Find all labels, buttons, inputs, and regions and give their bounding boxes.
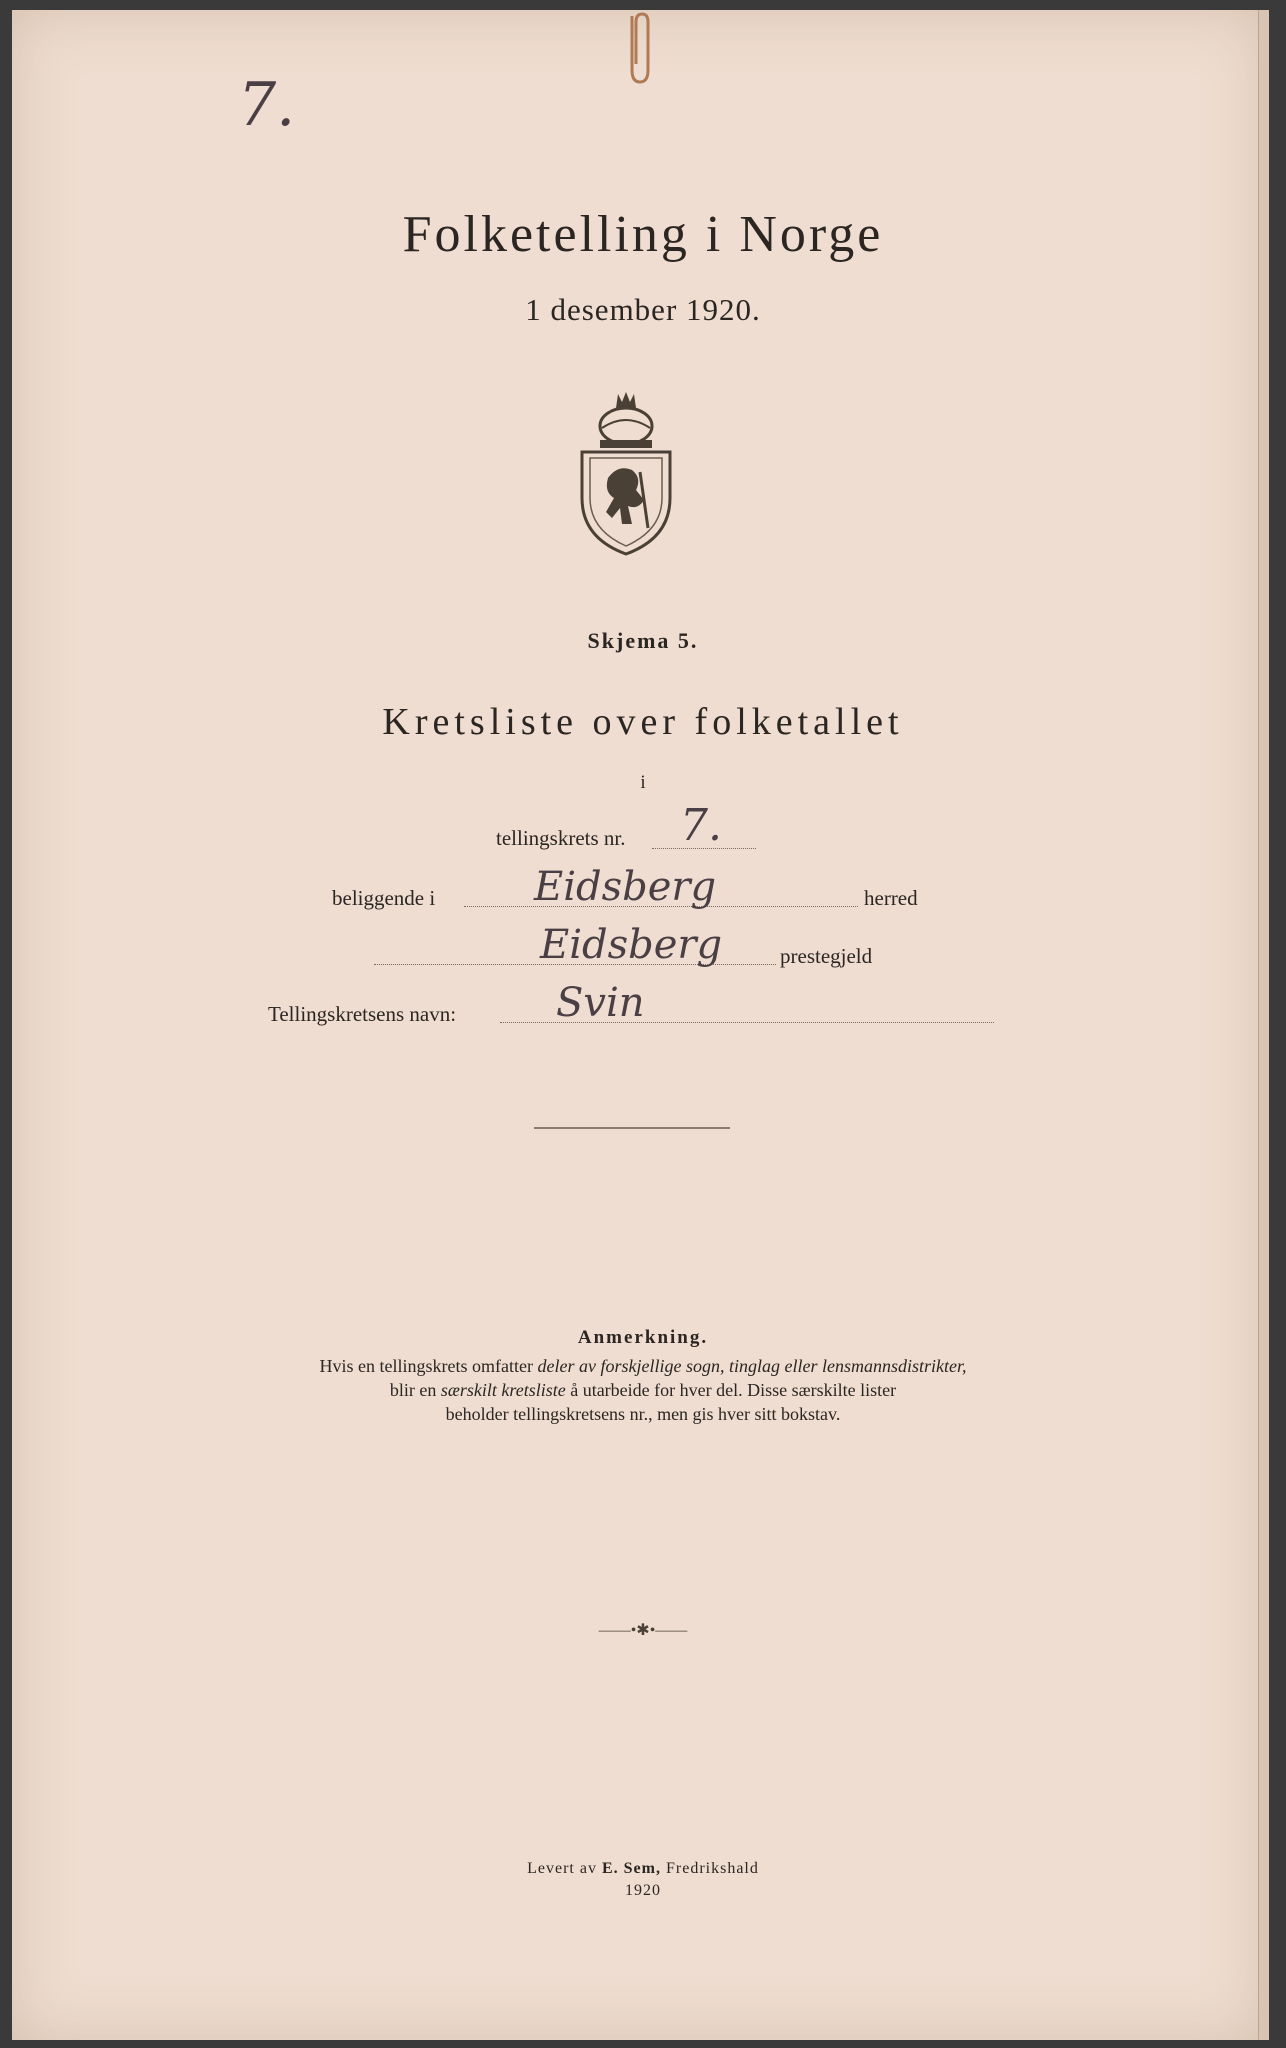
note-line-2 — [0, 1379, 1286, 1402]
preposition-i: i — [640, 772, 646, 793]
census-date: 1 desember 1920. — [525, 292, 761, 327]
separator-rule — [534, 1127, 730, 1129]
parish-value: Eidsberg — [540, 922, 723, 968]
corner-mark: 7. — [238, 70, 296, 140]
printer-name: E. Sem, — [601, 1860, 661, 1877]
note-line-3: beholder tellingskretsens nr., men gis hver sitt bokstav. — [445, 1404, 841, 1424]
note-text: å utarbeide for hver del. Disse særskilte lister — [565, 1380, 897, 1400]
note-heading: Anmerkning. — [577, 1327, 709, 1348]
herred-label: herred — [864, 886, 918, 910]
note-line-1 — [0, 1355, 1286, 1378]
note-text: blir en — [389, 1380, 441, 1400]
parish-label: prestegjeld — [780, 944, 873, 968]
circuit-value: 7. — [680, 800, 722, 851]
circuit-name-value: Svin — [556, 980, 645, 1026]
printer-year: 1920 — [625, 1882, 661, 1899]
note-text: Hvis en tellingskrets omfatter — [319, 1356, 538, 1376]
page-title: Folketelling i Norge — [402, 206, 884, 263]
schema-number: Skjema 5. — [587, 628, 699, 653]
printer-text: Levert av — [527, 1860, 602, 1877]
norwegian-coat-of-arms-icon — [578, 388, 674, 558]
printer-line — [0, 1860, 1286, 1878]
circuit-name-label: Tellingskretsens navn: — [268, 1002, 457, 1026]
located-value: Eidsberg — [534, 864, 717, 910]
note-italic: deler av forskjellige sogn, tinglag eller lensmannsdistrikter, — [537, 1356, 967, 1376]
ornament-divider: ——•✱•—— — [598, 1622, 688, 1639]
printer-place: Fredrikshald — [660, 1860, 759, 1877]
form-heading: Kretsliste over folketallet — [382, 701, 904, 743]
paperclip-icon — [622, 8, 658, 88]
located-label: beliggende i — [332, 886, 436, 910]
note-italic: særskilt kretsliste — [440, 1380, 566, 1400]
circuit-label: tellingskrets nr. — [496, 826, 626, 850]
